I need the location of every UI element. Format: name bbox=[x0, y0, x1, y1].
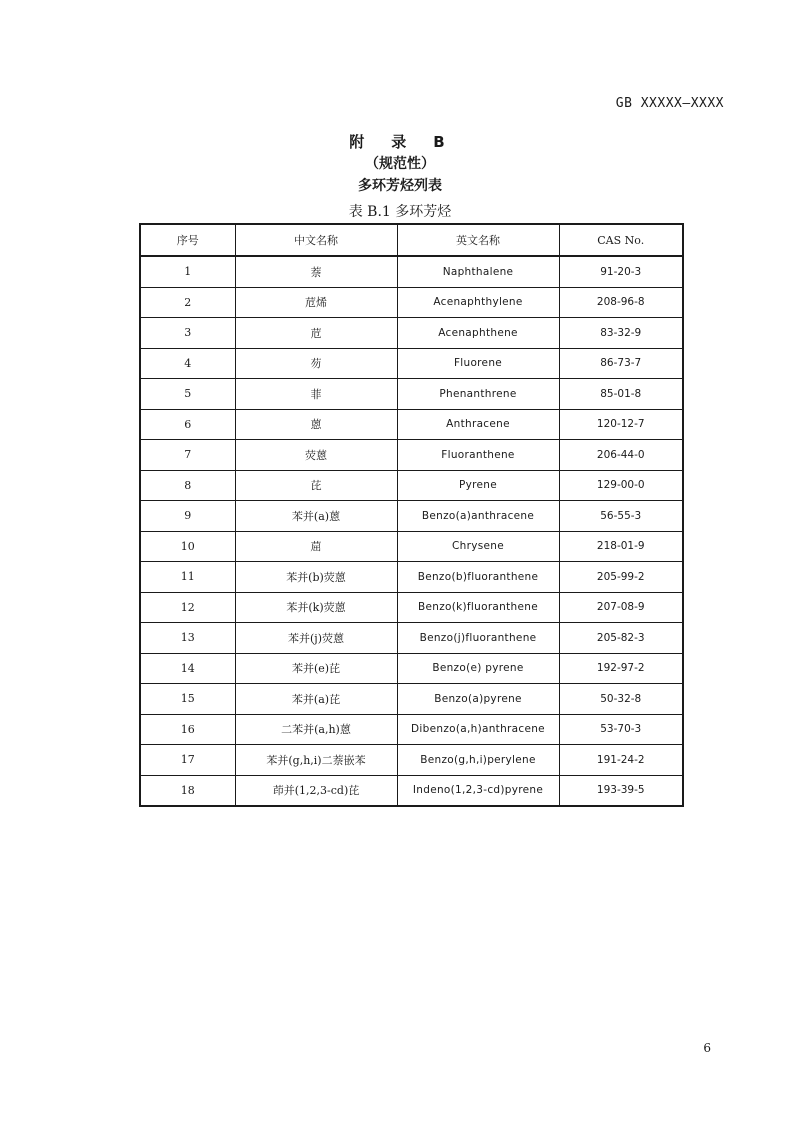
row-number: 11 bbox=[140, 562, 235, 593]
table-row bbox=[140, 623, 683, 654]
table-row bbox=[140, 684, 683, 715]
english-name: Benzo(a)anthracene bbox=[397, 501, 559, 532]
chinese-name: 苊 bbox=[235, 318, 397, 349]
row-number: 2 bbox=[140, 287, 235, 318]
table-row bbox=[140, 531, 683, 562]
chinese-name: 苯并(g,h,i)二萘嵌苯 bbox=[235, 745, 397, 776]
chinese-name: 苯并(a)芘 bbox=[235, 684, 397, 715]
chinese-name: 苯并(j)荧蒽 bbox=[235, 623, 397, 654]
row-number: 1 bbox=[140, 256, 235, 287]
chinese-name: 茚并(1,2,3-cd)芘 bbox=[235, 775, 397, 806]
table-row bbox=[140, 562, 683, 593]
row-number: 14 bbox=[140, 653, 235, 684]
cas-number: 83-32-9 bbox=[559, 318, 683, 349]
table-caption: 表 B.1 多环芳烃 bbox=[348, 204, 452, 220]
chinese-name: 苯并(a)蒽 bbox=[235, 501, 397, 532]
english-name: Pyrene bbox=[397, 470, 559, 501]
cas-number: 205-82-3 bbox=[559, 623, 683, 654]
table-row bbox=[140, 440, 683, 471]
chinese-name: 苯并(e)芘 bbox=[235, 653, 397, 684]
cas-number: 56-55-3 bbox=[559, 501, 683, 532]
english-name: Acenaphthylene bbox=[397, 287, 559, 318]
table-row bbox=[140, 379, 683, 410]
row-number: 9 bbox=[140, 501, 235, 532]
cas-number: 53-70-3 bbox=[559, 714, 683, 745]
english-name: Indeno(1,2,3-cd)pyrene bbox=[397, 775, 559, 806]
chinese-name: 苯并(k)荧蒽 bbox=[235, 592, 397, 623]
english-name: Benzo(j)fluoranthene bbox=[397, 623, 559, 654]
english-name: Benzo(k)fluoranthene bbox=[397, 592, 559, 623]
row-number: 15 bbox=[140, 684, 235, 715]
row-number: 6 bbox=[140, 409, 235, 440]
cas-number: 191-24-2 bbox=[559, 745, 683, 776]
english-name: Fluorene bbox=[397, 348, 559, 379]
chinese-name: 荧蒽 bbox=[235, 440, 397, 471]
english-name: Benzo(a)pyrene bbox=[397, 684, 559, 715]
row-number: 7 bbox=[140, 440, 235, 471]
table-row bbox=[140, 409, 683, 440]
cas-number: 120-12-7 bbox=[559, 409, 683, 440]
page-number: 6 bbox=[703, 1041, 711, 1055]
english-name: Benzo(g,h,i)perylene bbox=[397, 745, 559, 776]
row-number: 10 bbox=[140, 531, 235, 562]
table-row bbox=[140, 318, 683, 349]
appendix-title: 附 录 B bbox=[349, 133, 451, 151]
table-row bbox=[140, 287, 683, 318]
chinese-name: 苯并(b)荧蒽 bbox=[235, 562, 397, 593]
english-name: Chrysene bbox=[397, 531, 559, 562]
cas-number: 91-20-3 bbox=[559, 256, 683, 287]
row-number: 17 bbox=[140, 745, 235, 776]
english-name: Anthracene bbox=[397, 409, 559, 440]
table-row bbox=[140, 653, 683, 684]
english-name: Phenanthrene bbox=[397, 379, 559, 410]
cas-number: 208-96-8 bbox=[559, 287, 683, 318]
chinese-name: 芴 bbox=[235, 348, 397, 379]
table-row bbox=[140, 775, 683, 806]
cas-number: 207-08-9 bbox=[559, 592, 683, 623]
table-row bbox=[140, 256, 683, 287]
standard-code: GB XXXXX—XXXX bbox=[615, 96, 724, 111]
column-header-english-name: 英文名称 bbox=[397, 224, 559, 256]
row-number: 4 bbox=[140, 348, 235, 379]
table-header-row bbox=[140, 224, 683, 256]
cas-number: 193-39-5 bbox=[559, 775, 683, 806]
english-name: Fluoranthene bbox=[397, 440, 559, 471]
chinese-name: 萘 bbox=[235, 256, 397, 287]
english-name: Naphthalene bbox=[397, 256, 559, 287]
row-number: 5 bbox=[140, 379, 235, 410]
row-number: 8 bbox=[140, 470, 235, 501]
chinese-name: 蒽 bbox=[235, 409, 397, 440]
table-row bbox=[140, 470, 683, 501]
row-number: 12 bbox=[140, 592, 235, 623]
english-name: Dibenzo(a,h)anthracene bbox=[397, 714, 559, 745]
pah-table bbox=[139, 223, 684, 807]
cas-number: 85-01-8 bbox=[559, 379, 683, 410]
appendix-type: （规范性） bbox=[365, 156, 435, 172]
english-name: Acenaphthene bbox=[397, 318, 559, 349]
chinese-name: 二苯并(a,h)蒽 bbox=[235, 714, 397, 745]
table-row bbox=[140, 592, 683, 623]
column-header-cas-no: CAS No. bbox=[559, 224, 683, 256]
cas-number: 50-32-8 bbox=[559, 684, 683, 715]
table-row bbox=[140, 501, 683, 532]
cas-number: 192-97-2 bbox=[559, 653, 683, 684]
row-number: 13 bbox=[140, 623, 235, 654]
chinese-name: 䓛 bbox=[235, 531, 397, 562]
row-number: 16 bbox=[140, 714, 235, 745]
cas-number: 206-44-0 bbox=[559, 440, 683, 471]
row-number: 3 bbox=[140, 318, 235, 349]
row-number: 18 bbox=[140, 775, 235, 806]
cas-number: 129-00-0 bbox=[559, 470, 683, 501]
chinese-name: 菲 bbox=[235, 379, 397, 410]
table-row bbox=[140, 348, 683, 379]
table-row bbox=[140, 714, 683, 745]
chinese-name: 芘 bbox=[235, 470, 397, 501]
cas-number: 205-99-2 bbox=[559, 562, 683, 593]
column-header-no: 序号 bbox=[140, 224, 235, 256]
english-name: Benzo(e) pyrene bbox=[397, 653, 559, 684]
cas-number: 218-01-9 bbox=[559, 531, 683, 562]
cas-number: 86-73-7 bbox=[559, 348, 683, 379]
chinese-name: 苊烯 bbox=[235, 287, 397, 318]
column-header-chinese-name: 中文名称 bbox=[235, 224, 397, 256]
appendix-subject: 多环芳烃列表 bbox=[358, 178, 442, 194]
english-name: Benzo(b)fluoranthene bbox=[397, 562, 559, 593]
table-row bbox=[140, 745, 683, 776]
